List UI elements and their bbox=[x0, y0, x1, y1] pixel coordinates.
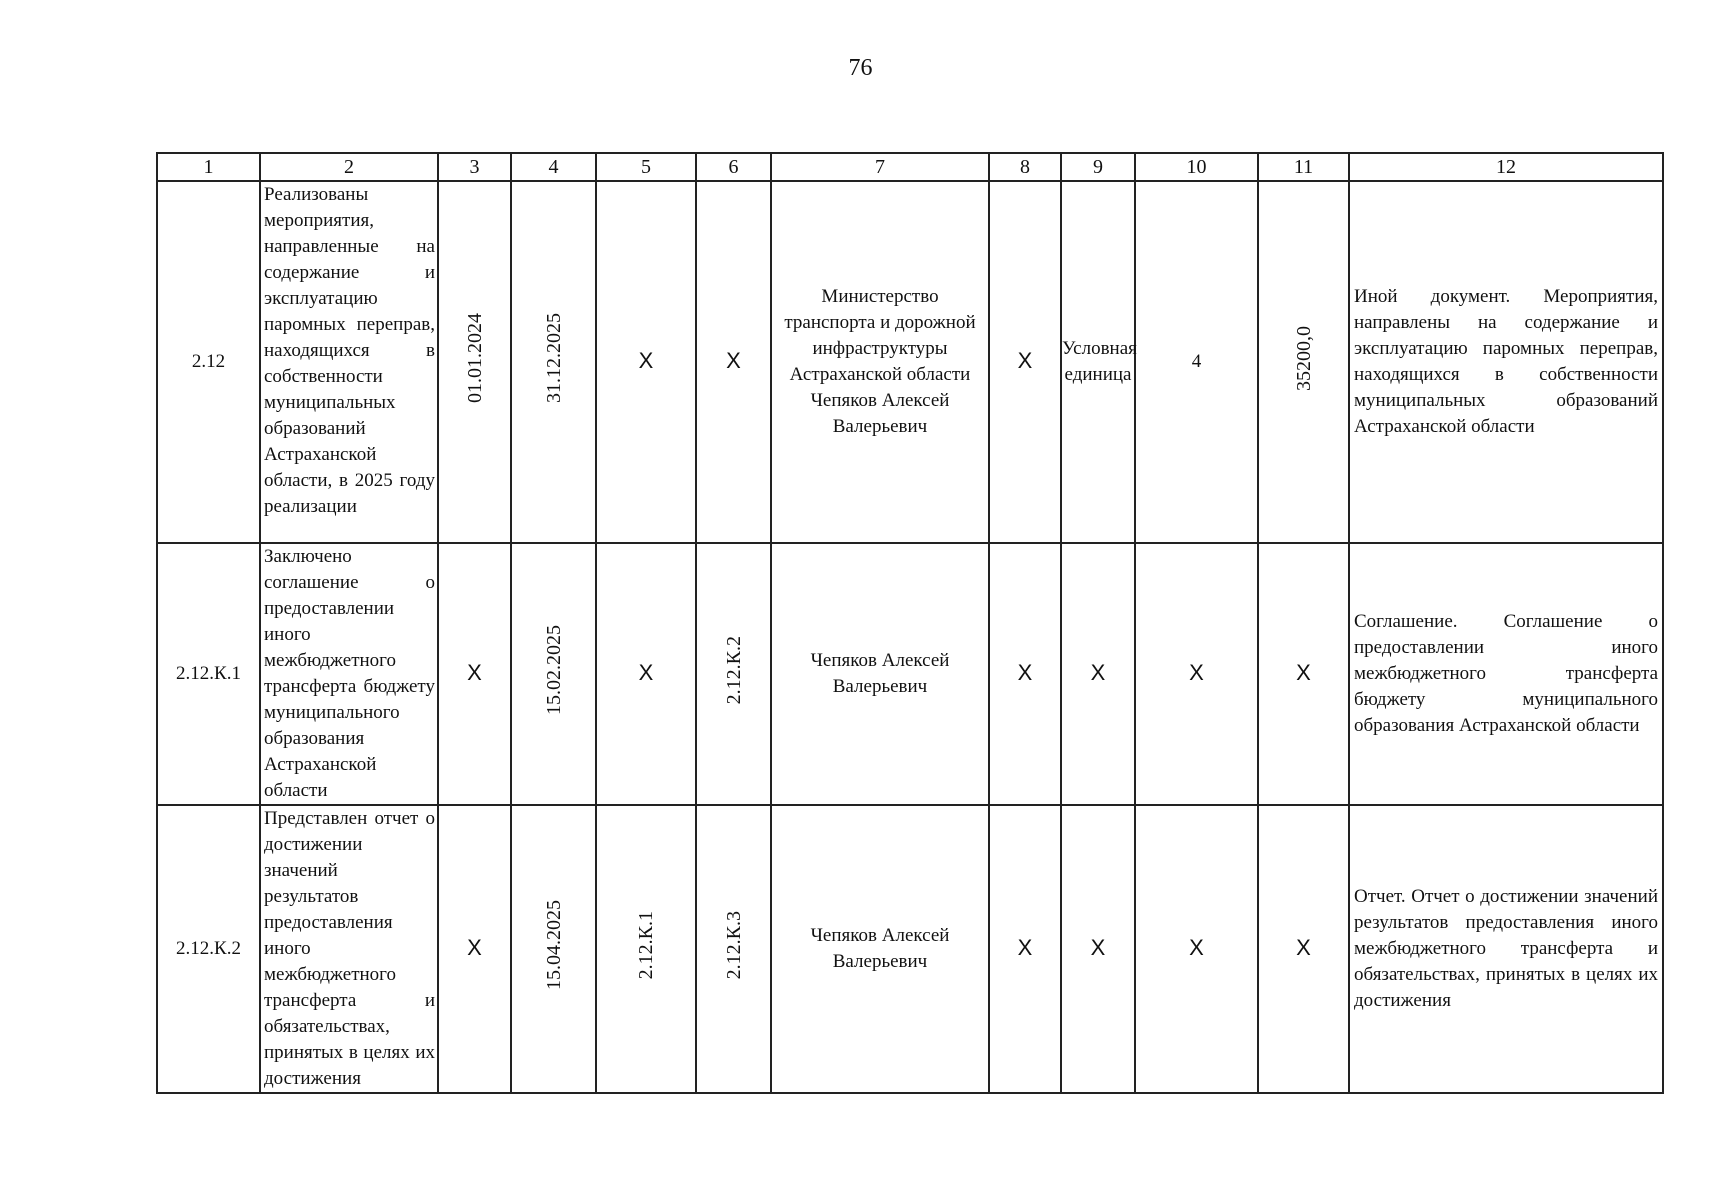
table-row bbox=[157, 543, 1663, 805]
table-row bbox=[157, 181, 1663, 543]
page-number: 76 bbox=[848, 55, 873, 81]
col8-cell bbox=[989, 805, 1061, 1093]
col-header-3: 3 bbox=[438, 153, 511, 181]
col-header-6: 6 bbox=[696, 153, 771, 181]
col10-value: X bbox=[1189, 935, 1204, 960]
row-description: Представлен отчет о достижении значений результатов предоставления иного межбюджетного трансферта и обязательствах, принятых в целях их достижения bbox=[260, 805, 438, 1093]
col6-value: 2.12.К.2 bbox=[722, 635, 745, 705]
row-number: 2.12 bbox=[157, 181, 260, 543]
col11-value: X bbox=[1296, 935, 1311, 960]
start-date: 01.01.2024 bbox=[463, 313, 486, 403]
col-header-10: 10 bbox=[1135, 153, 1258, 181]
col5-cell bbox=[596, 805, 696, 1093]
unit: X bbox=[1090, 935, 1106, 960]
col5-value: X bbox=[638, 348, 654, 373]
row-number: 2.12.К.2 bbox=[157, 805, 260, 1093]
start-date: X bbox=[467, 660, 482, 685]
col-header-2: 2 bbox=[260, 153, 438, 181]
document: Иной документ. Мероприятия, направлены на содержание и эксплуатацию паромных переправ, находящихся в собственности муниципальных образований Астраханской области bbox=[1349, 181, 1663, 543]
end-date-cell bbox=[511, 543, 596, 805]
row-description: Заключено соглашение о предоставлении иного межбюджетного трансферта бюджету муниципального образования Астраханской области bbox=[260, 543, 438, 805]
row-description: Реализованы мероприятия, направленные на содержание и эксплуатацию паромных переправ, находящихся в собственности муниципальных образований Астраханской области, в 2025 году реализации bbox=[260, 181, 438, 543]
col11-cell bbox=[1258, 805, 1349, 1093]
col-header-12: 12 bbox=[1349, 153, 1663, 181]
col11-value: 35200,0 bbox=[1292, 325, 1315, 391]
document: Отчет. Отчет о достижении значений результатов предоставления иного межбюджетного трансферта и обязательствах, принятых в целях их достижения bbox=[1349, 805, 1663, 1093]
col10-value: 4 bbox=[1135, 181, 1258, 543]
table-row bbox=[157, 805, 1663, 1093]
header-row bbox=[157, 153, 1663, 181]
start-date-cell bbox=[438, 805, 511, 1093]
col8-cell bbox=[989, 543, 1061, 805]
row-number: 2.12.К.1 bbox=[157, 543, 260, 805]
start-date: X bbox=[467, 935, 482, 960]
col10-cell bbox=[1135, 543, 1258, 805]
col8-cell bbox=[989, 181, 1061, 543]
col5-cell bbox=[596, 181, 696, 543]
end-date-cell bbox=[511, 181, 596, 543]
end-date: 15.02.2025 bbox=[542, 625, 565, 715]
col6-cell bbox=[696, 805, 771, 1093]
unit-cell bbox=[1061, 805, 1135, 1093]
col5-cell bbox=[596, 543, 696, 805]
col10-value: X bbox=[1189, 660, 1204, 685]
responsible: Министерство транспорта и дорожной инфраструктуры Астраханской области Чепяков Алексей Валерьевич bbox=[771, 181, 989, 543]
start-date-cell bbox=[438, 543, 511, 805]
end-date: 15.04.2025 bbox=[542, 900, 565, 990]
col11-cell bbox=[1258, 181, 1349, 543]
col5-value: X bbox=[638, 660, 654, 685]
document: Соглашение. Соглашение о предоставлении иного межбюджетного трансферта бюджету муниципального образования Астраханской области bbox=[1349, 543, 1663, 805]
end-date-cell bbox=[511, 805, 596, 1093]
unit: Условная единица bbox=[1061, 181, 1135, 543]
col6-cell bbox=[696, 181, 771, 543]
col-header-9: 9 bbox=[1061, 153, 1135, 181]
col5-value: 2.12.К.1 bbox=[635, 910, 657, 980]
col-header-1: 1 bbox=[157, 153, 260, 181]
start-date-cell bbox=[438, 181, 511, 543]
col8-value: X bbox=[1017, 660, 1033, 685]
col10-cell bbox=[1135, 805, 1258, 1093]
col6-value: 2.12.К.3 bbox=[722, 910, 745, 980]
plan-table bbox=[156, 152, 1664, 1094]
col-header-8: 8 bbox=[989, 153, 1061, 181]
responsible: Чепяков Алексей Валерьевич bbox=[771, 805, 989, 1093]
col6-cell bbox=[696, 543, 771, 805]
end-date: 31.12.2025 bbox=[542, 313, 565, 403]
col6-value: X bbox=[726, 348, 741, 373]
col-header-4: 4 bbox=[511, 153, 596, 181]
col-header-7: 7 bbox=[771, 153, 989, 181]
col-header-11: 11 bbox=[1258, 153, 1349, 181]
col8-value: X bbox=[1017, 935, 1033, 960]
unit-cell bbox=[1061, 543, 1135, 805]
col11-cell bbox=[1258, 543, 1349, 805]
col11-value: X bbox=[1296, 660, 1311, 685]
col-header-5: 5 bbox=[596, 153, 696, 181]
responsible: Чепяков Алексей Валерьевич bbox=[771, 543, 989, 805]
col8-value: X bbox=[1017, 348, 1033, 373]
unit: X bbox=[1090, 660, 1106, 685]
